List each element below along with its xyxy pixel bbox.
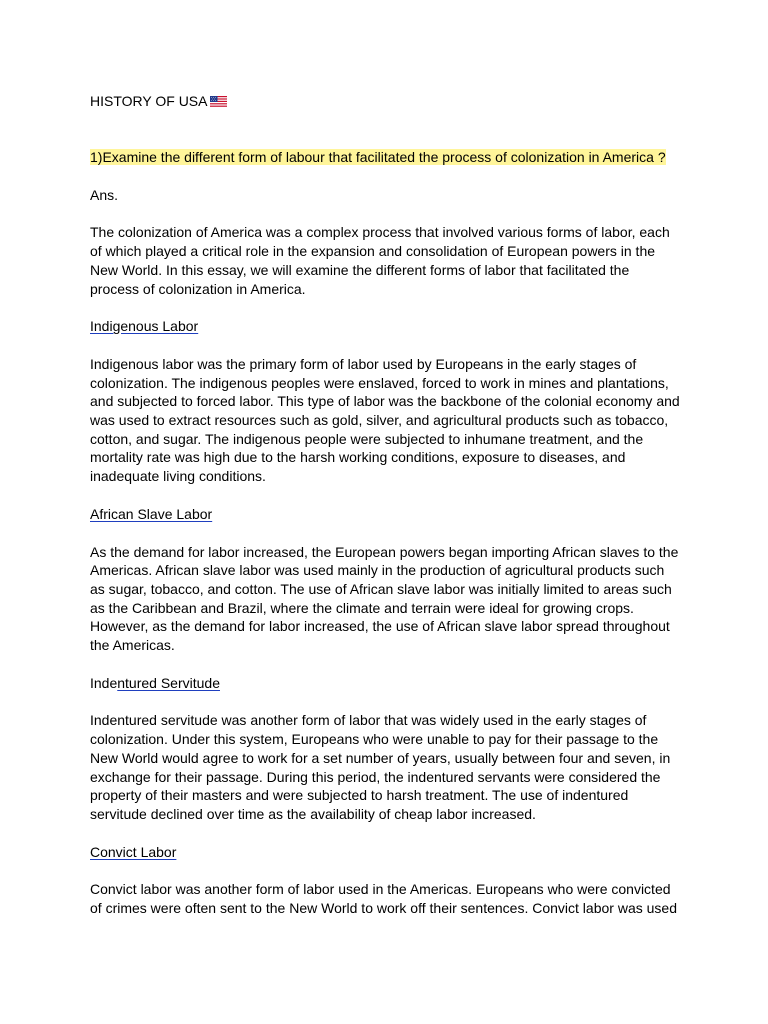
section-heading-text: African Slave Labor [90,505,213,522]
document-title-text: HISTORY OF USA [90,92,208,109]
section-heading-text: Convict Labor [90,843,177,860]
question-text: 1)Examine the different form of labour that facilitated the process of colonization in America ? [90,149,666,165]
section-heading-african-slave-labor [90,505,682,524]
section-heading-prefix: Inde [90,674,118,691]
us-flag-icon [210,96,227,108]
document-content [90,92,682,918]
section-body-indigenous-labor: Indigenous labor was the primary form of labor used by Europeans in the early stages of colonization. The indigenous peoples were enslaved, forced to work in mines and plantations, and subjected to forced labor. This type of labor was the backbone of the colonial economy and was used to extract resources such as gold, silver, and agricultural products such as tobacco, cotton, and sugar. The indigenous people were subjected to inhumane treatment, and the mortality rate was high due to the harsh working conditions, exposure to diseases, and inadequate living conditions. [90,355,680,485]
section-heading-convict-labor [90,843,682,862]
intro-paragraph: The colonization of America was a complex process that involved various forms of labor, each of which played a critical role in the expansion and consolidation of European powers in the New World. In this essay, we will examine the different forms of labor that facilitated the process of colonization in America. [90,224,670,297]
section-heading-text: Indigenous Labor [90,318,199,335]
section-heading-indentured-servitude [90,674,682,693]
section-body-african-slave-labor: As the demand for labor increased, the European powers began importing African slaves to the Americas. African slave labor was used mainly in the production of agricultural products such as sugar, tobacco, and cotton. The use of African slave labor was initially limited to areas such as the Caribbean and Brazil, where the climate and terrain were ideal for growing crops. However, as the demand for labor increased, the use of African slave labor spread throughout the Americas. [90,543,679,654]
section-body-indentured-servitude: Indentured servitude was another form of labor that was widely used in the early stages of colonization. Under this system, Europeans who were unable to pay for their passage to the New World would agree to work for a set number of years, usually between four and seven, in exchange for their passage. During this period, the indentured servants were considered the property of their masters and were subjected to harsh treatment. The use of indentured servitude declined over time as the availability of cheap labor increased. [90,712,671,822]
section-heading-text: ntured Servitude [117,674,220,691]
document-title [90,92,682,110]
question-line [90,148,682,167]
section-heading-indigenous-labor [90,317,682,336]
answer-label: Ans. [90,186,119,203]
section-body-convict-labor: Convict labor was another form of labor used in the Americas. Europeans who were convicted of crimes were often sent to the New World to work off their sentences. Convict labor was used [90,881,677,917]
